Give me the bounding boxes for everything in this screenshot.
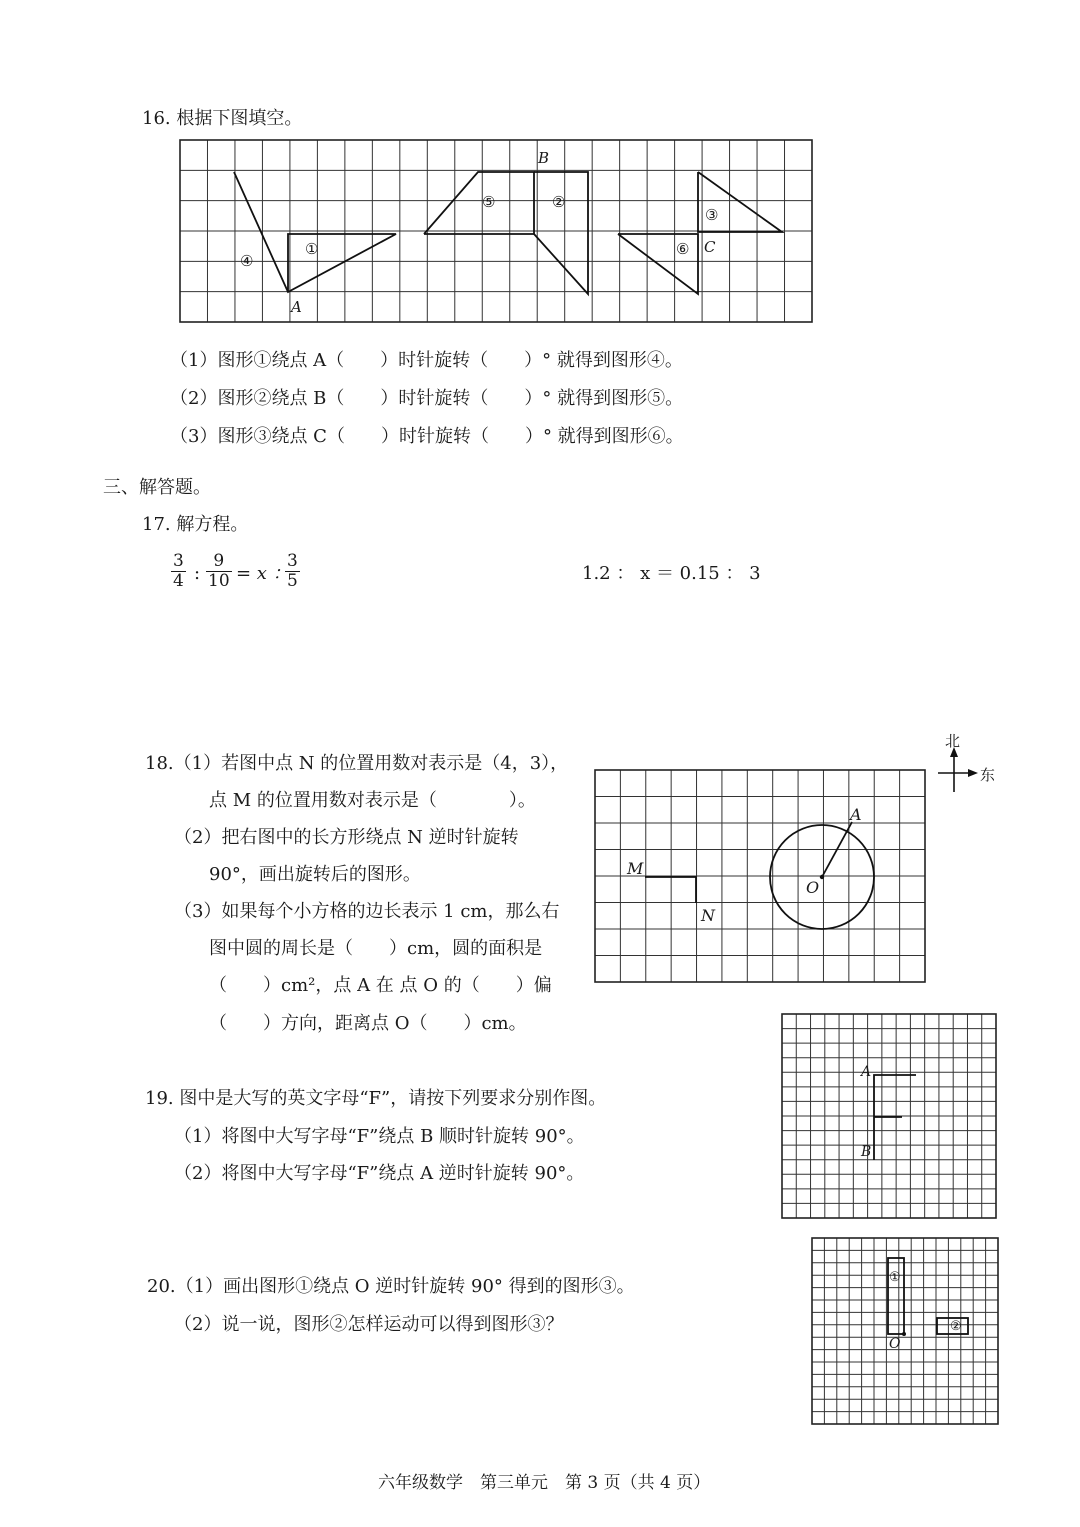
shape-3-label: ③ — [705, 206, 719, 224]
point-B-label: B — [538, 149, 550, 167]
q16-item-3: （3）图形③绕点 C（ ）时针旋转（ ）° 就得到图形⑥。 — [170, 426, 684, 447]
figure-2-label: ② — [950, 1319, 962, 1334]
point-O-label: O — [806, 878, 820, 897]
q20-line-1: 20.（1）画出图形①绕点 O 逆时针旋转 90° 得到的图形③。 — [147, 1276, 635, 1297]
page-footer: 六年级数学 第三单元 第 3 页（共 4 页） — [378, 1473, 711, 1493]
q17-stem: 17. 解方程。 — [142, 514, 249, 535]
q19-line-1: 19. 图中是大写的英文字母“F”，请按下列要求分别作图。 — [145, 1088, 607, 1109]
q18-line-7: （ ）cm²，点 A 在 点 O 的（ ）偏 — [209, 975, 552, 996]
compass-north-label: 北 — [945, 732, 961, 750]
shape-5-label: ⑤ — [482, 193, 496, 211]
eq1-fraction-1: $\frac{3}{4}$ — [173, 551, 184, 591]
q16-stem: 16. 根据下图填空。 — [142, 108, 303, 129]
q16-item-2: （2）图形②绕点 B（ ）时针旋转（ ）° 就得到图形⑤。 — [170, 388, 684, 409]
point-M-label: M — [627, 859, 644, 878]
point-A-label-q18: A — [850, 805, 862, 824]
point-C-label: C — [704, 238, 716, 256]
point-B-label-q19: B — [861, 1144, 872, 1160]
q19-line-3: （2）将图中大写字母“F”绕点 A 逆时针旋转 90°。 — [174, 1163, 585, 1184]
point-N-label: N — [701, 906, 715, 925]
q18-line-2: 点 M 的位置用数对表示是（ ）。 — [209, 790, 536, 811]
shape-2-label: ② — [552, 193, 566, 211]
eq2: 1.2 ： x ＝ 0.15 ： 3 — [582, 563, 761, 584]
eq1-fraction-3: $\frac{3}{5}$ — [287, 551, 298, 591]
q18-line-3: （2）把右图中的长方形绕点 N 逆时针旋转 — [174, 827, 519, 848]
point-A-label: A — [291, 298, 302, 316]
compass-east-label: 东 — [980, 766, 996, 784]
q18-line-8: （ ）方向，距离点 O（ ）cm。 — [209, 1013, 527, 1034]
q16-item-1: （1）图形①绕点 A（ ）时针旋转（ ）° 就得到图形④。 — [170, 350, 683, 371]
q18-line-6: 图中圆的周长是（ ）cm，圆的面积是 — [209, 938, 543, 959]
point-O-label-q20: O — [889, 1336, 901, 1352]
q20-line-2: （2）说一说，图形②怎样运动可以得到图形③？ — [174, 1314, 564, 1335]
eq1-rest: = x ： — [236, 563, 291, 584]
q18-line-4: 90°，画出旋转后的图形。 — [209, 864, 421, 885]
q18-line-5: （3）如果每个小方格的边长表示 1 cm，那么右 — [174, 901, 560, 922]
shape-1-label: ① — [305, 240, 319, 258]
eq1-fraction-2: $\frac{9}{10}$ — [208, 551, 230, 591]
point-A-label-q19: A — [861, 1064, 872, 1080]
q18-line-1: 18.（1）若图中点 N 的位置用数对表示是（4，3）， — [145, 753, 569, 774]
shape-4-label: ④ — [240, 252, 254, 270]
shape-6-label: ⑥ — [676, 240, 690, 258]
eq1-colon: : — [194, 563, 201, 584]
figure-1-label: ① — [889, 1270, 901, 1285]
section-3-title: 三、解答题。 — [103, 477, 211, 498]
q19-line-2: （1）将图中大写字母“F”绕点 B 顺时针旋转 90°。 — [174, 1126, 585, 1147]
